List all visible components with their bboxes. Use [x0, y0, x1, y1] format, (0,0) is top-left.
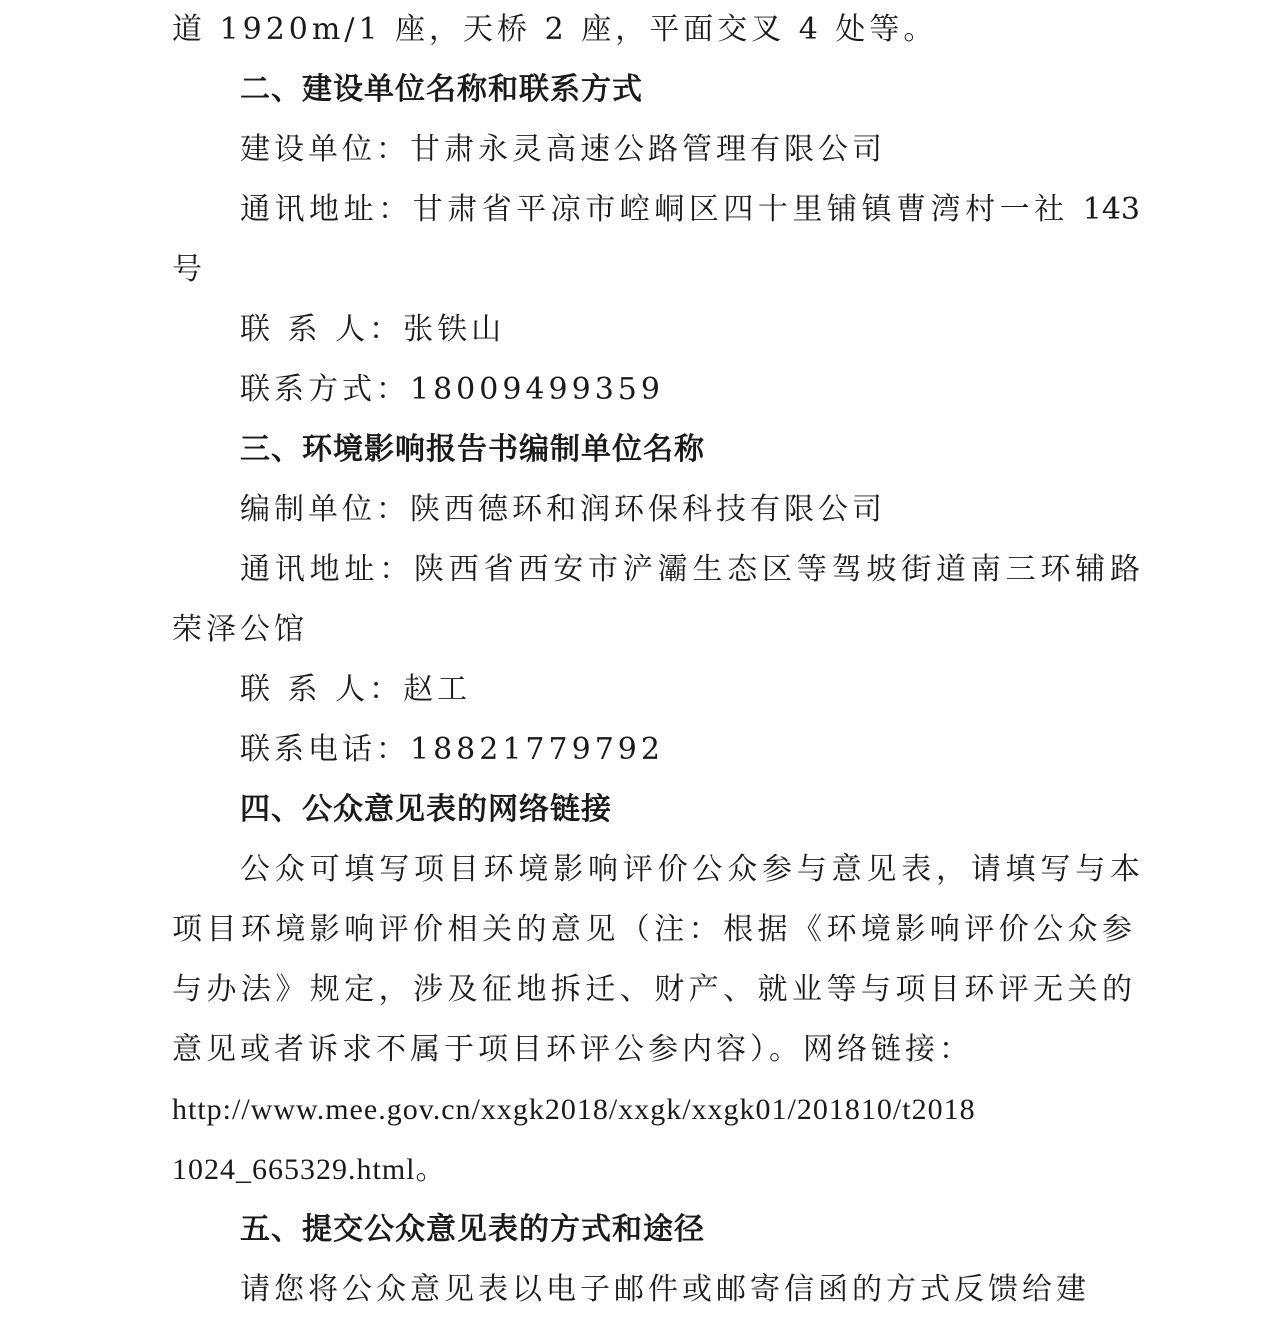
- text-line: 联 系 人：张铁山: [240, 312, 506, 347]
- link-url-line: 1024_665329.html。: [172, 1153, 447, 1186]
- text-line: 与办法》规定，涉及征地拆迁、财产、就业等与项目环评无关的: [172, 972, 1132, 1007]
- section-heading: 三、环境影响报告书编制单位名称: [240, 432, 705, 467]
- text-line: 联系电话：18821779792: [240, 732, 664, 767]
- text-line: 项目环境影响评价相关的意见（注：根据《环境影响评价公众参: [172, 912, 1132, 947]
- text-line: 意见或者诉求不属于项目环评公参内容）。网络链接：: [172, 1032, 973, 1067]
- text-line: 通讯地址：甘肃省平凉市崆峒区四十里铺镇曹湾村一社 143: [240, 192, 1140, 227]
- text-line: 请您将公众意见表以电子邮件或邮寄信函的方式反馈给建: [240, 1272, 1090, 1307]
- text-line: 通讯地址：陕西省西安市浐灞生态区等驾坡街道南三环辅路: [240, 552, 1140, 587]
- link-url-line: http://www.mee.gov.cn/xxgk2018/xxgk/xxgk01/201810/t2018: [172, 1093, 976, 1126]
- text-line: 荣泽公馆: [172, 612, 308, 647]
- text-line: 建设单位：甘肃永灵高速公路管理有限公司: [240, 132, 886, 167]
- section-heading: 二、建设单位名称和联系方式: [240, 72, 643, 107]
- text-line: 联 系 人：赵工: [240, 672, 472, 707]
- section-heading: 四、公众意见表的网络链接: [240, 792, 612, 827]
- text-line: 号: [172, 252, 206, 287]
- section-heading: 五、提交公众意见表的方式和途径: [240, 1212, 705, 1247]
- text-line: 道 1920m/1 座，天桥 2 座，平面交叉 4 处等。: [172, 12, 938, 47]
- text-line: 联系方式：18009499359: [240, 372, 664, 407]
- text-line: 编制单位：陕西德环和润环保科技有限公司: [240, 492, 886, 527]
- text-line: 公众可填写项目环境影响评价公众参与意见表，请填写与本: [240, 852, 1140, 887]
